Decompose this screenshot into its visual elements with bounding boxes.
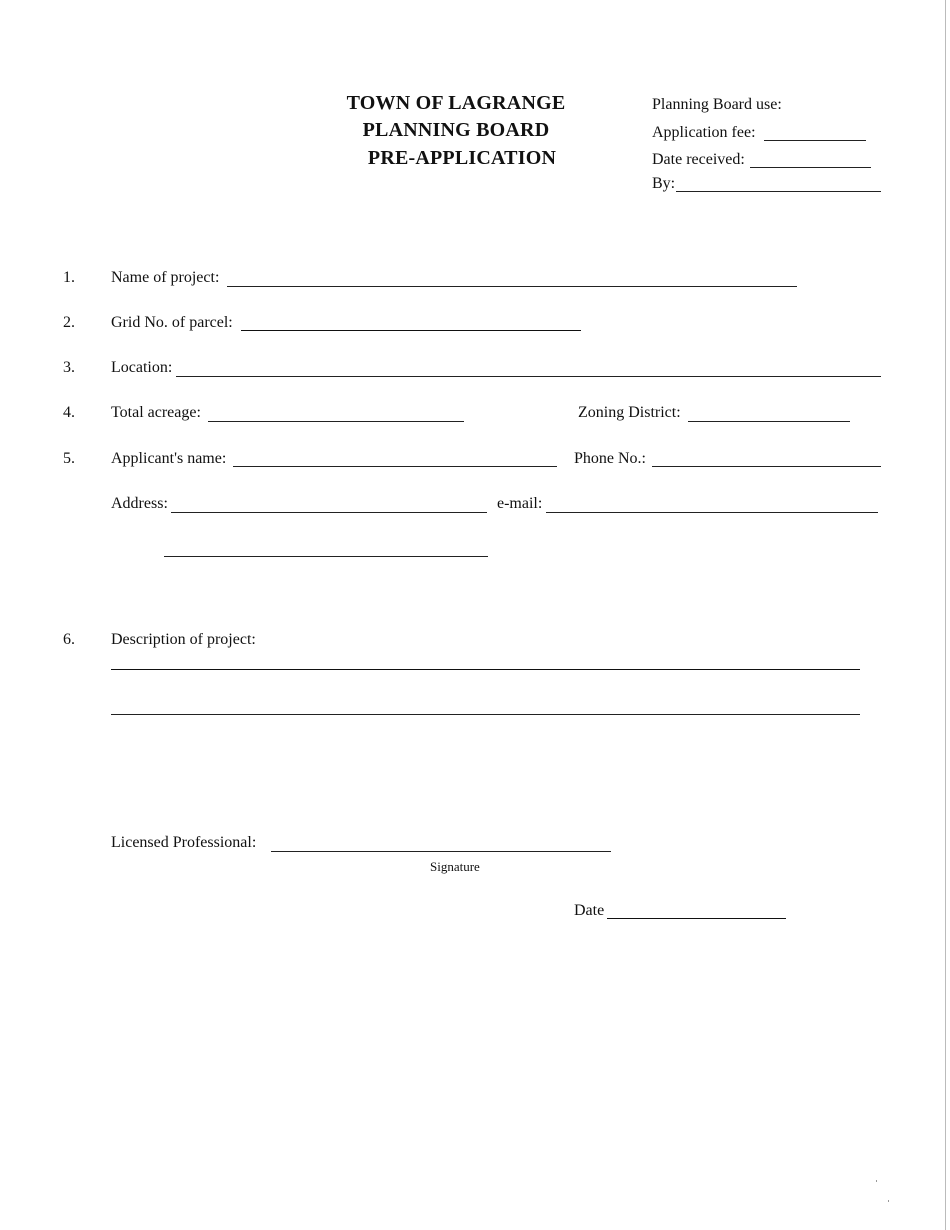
phone-field[interactable] [652,466,881,467]
project-name-field[interactable] [227,286,797,287]
applicant-name-field[interactable] [233,466,557,467]
date-field[interactable] [607,918,786,919]
location-label: Location: [111,359,173,376]
applicant-name-label: Applicant's name: [111,450,227,467]
address-field[interactable] [171,512,487,513]
description-field-line-2[interactable] [111,714,860,715]
application-fee-label: Application fee: [652,124,756,141]
signature-caption: Signature [430,859,480,874]
page-edge [945,0,946,1230]
grid-no-label: Grid No. of parcel: [111,314,233,331]
total-acreage-field[interactable] [208,421,464,422]
form-title-line-1: TOWN OF LAGRANGE [346,92,566,114]
date-received-label: Date received: [652,151,745,168]
item-number-1: 1. [63,269,75,286]
form-title-line-3: PRE-APPLICATION [367,147,557,169]
office-use-heading: Planning Board use: [652,96,782,113]
email-label: e-mail: [497,495,543,512]
form-title-line-2: PLANNING BOARD [362,119,550,141]
email-field[interactable] [546,512,878,513]
signature-field[interactable] [271,851,611,852]
date-received-field[interactable] [750,167,871,168]
phone-label: Phone No.: [574,450,646,467]
date-label: Date [574,902,605,919]
zoning-district-field[interactable] [688,421,850,422]
address-label: Address: [111,495,168,512]
item-number-3: 3. [63,359,75,376]
scan-speck [888,1200,889,1202]
total-acreage-label: Total acreage: [111,404,201,421]
item-number-6: 6. [63,631,75,648]
project-name-label: Name of project: [111,269,220,286]
item-number-4: 4. [63,404,75,421]
application-fee-field[interactable] [764,140,866,141]
item-number-5: 5. [63,450,75,467]
licensed-professional-label: Licensed Professional: [111,834,257,851]
description-label: Description of project: [111,631,256,648]
scan-speck [876,1180,877,1182]
address-field-line-2[interactable] [164,556,488,557]
by-label: By: [652,175,676,192]
grid-no-field[interactable] [241,330,581,331]
by-field[interactable] [676,191,881,192]
location-field[interactable] [176,376,881,377]
zoning-district-label: Zoning District: [578,404,681,421]
description-field-line-1[interactable] [111,669,860,670]
item-number-2: 2. [63,314,75,331]
